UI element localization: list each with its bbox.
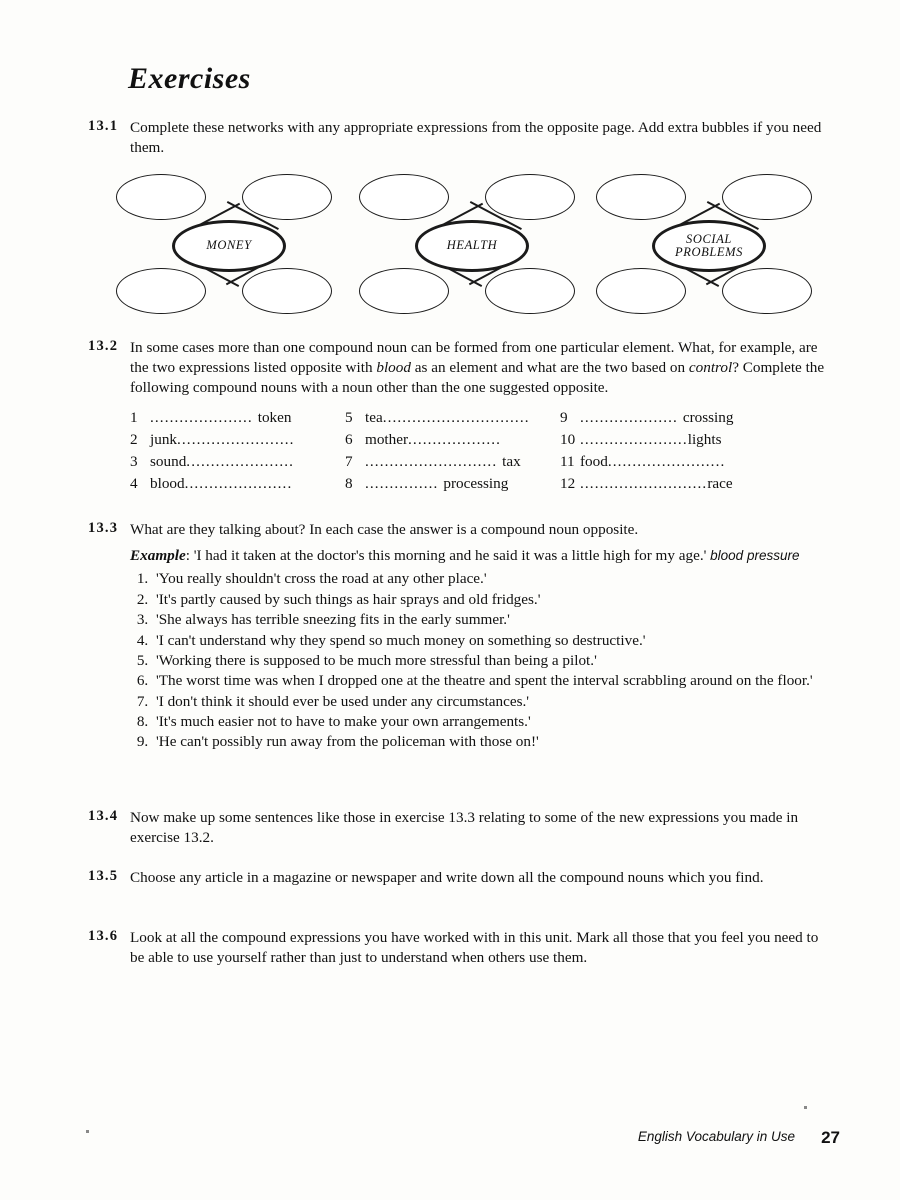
exercise-13-1 [88,118,828,158]
blank-number: 1 [130,409,138,427]
blank-word: crossing [682,409,734,427]
blank-dots: ........................... [365,453,503,471]
network-center-label: HEALTH [415,220,529,272]
exercise-number: 13.6 [88,928,119,944]
exercise-number: 13.3 [88,520,119,536]
empty-bubble[interactable] [596,174,686,220]
blank-number: 8 [345,475,353,493]
footer-book-title: English Vocabulary in Use [637,1129,795,1144]
empty-bubble[interactable] [359,268,449,314]
network-health [353,168,583,318]
blank-dots: .......................... [580,475,708,493]
exercise-text: Complete these networks with any appropriate expressions from the opposite page. Add extra bubbles if you need them. [130,119,822,157]
blank-word: food [580,453,608,471]
blank-word: tax [502,453,521,471]
blank-item[interactable] [560,430,790,450]
exercise-13-6 [88,928,828,968]
blank-item[interactable] [345,408,560,428]
networks-diagram [110,168,830,318]
blank-dots: ..................... [150,409,258,427]
blank-number: 12 [560,475,576,493]
empty-bubble[interactable] [722,268,812,314]
empty-bubble[interactable] [116,268,206,314]
blank-word: junk [150,431,178,449]
emphasis-blood: blood [376,359,411,377]
blank-number: 4 [130,475,138,493]
blank-number: 3 [130,453,138,471]
exercise-text-part: In some cases more than one compound noun can be formed from one particular element. What, for example, are the two expressions listed opposite with [130,339,818,377]
empty-bubble[interactable] [485,174,575,220]
network-social-problems [590,168,820,318]
exercise-text: Choose any article in a magazine or newspaper and write down all the compound nouns which you find. [130,869,764,886]
exercise-number: 13.1 [88,118,119,134]
list-item: 5. 'Working there is supposed to be much more stressful than being a pilot.' [152,651,828,671]
blank-item[interactable] [130,474,345,494]
list-item: 1. 'You really shouldn't cross the road at any other place.' [152,569,828,589]
blank-number: 7 [345,453,353,471]
example-text: : 'I had it taken at the doctor's this morning and he said it was a little high for my age.' [185,547,707,565]
blank-item[interactable] [345,430,560,450]
example-line [130,546,828,566]
list-item: 9. 'He can't possibly run away from the policeman with those on!' [152,732,828,752]
blank-dots: ........................ [177,431,295,449]
exercise-13-5 [88,868,828,888]
exercise-13-3 [88,520,828,753]
emphasis-control: control [688,359,733,377]
list-item: 2. 'It's partly caused by such things as hair sprays and old fridges.' [152,590,828,610]
exercise-number: 13.2 [88,338,119,354]
empty-bubble[interactable] [596,268,686,314]
blank-item[interactable] [130,452,345,472]
blank-dots: ................... [408,431,502,449]
blank-word: lights [687,431,722,449]
list-item: 6. 'The worst time was when I dropped one at the theatre and spent the interval scrabbling around on the floor.' [152,671,828,691]
blank-dots: ...................... [186,453,295,471]
exercise-text-part: as an element and what are the two based on [410,359,689,377]
blank-number: 5 [345,409,353,427]
blank-word: tea [365,409,383,427]
blank-item[interactable] [345,474,560,494]
blank-dots: .............................. [382,409,530,427]
blank-item[interactable] [560,408,790,428]
footer-page-number: 27 [821,1128,840,1147]
blank-dots: ...................... [184,475,293,493]
blank-word: race [707,475,733,493]
example-answer: blood pressure [710,548,800,564]
empty-bubble[interactable] [116,174,206,220]
exercise-number: 13.4 [88,808,119,824]
blank-number: 6 [345,431,353,449]
quote-list [130,569,828,752]
blank-item[interactable] [560,474,790,494]
blank-item[interactable] [130,408,345,428]
network-money [110,168,340,318]
empty-bubble[interactable] [722,174,812,220]
blank-number: 11 [560,453,575,471]
exercise-13-4 [88,808,828,848]
page-speck [86,1130,89,1133]
exercise-text: Look at all the compound expressions you have worked with in this unit. Mark all those that you feel you need to be able to use yourself rather than just to understand when others use them. [130,929,819,967]
blank-word: blood [150,475,185,493]
exercise-text: Now make up some sentences like those in exercise 13.3 relating to some of the new expressions you made in exercise 13.2. [130,809,799,847]
empty-bubble[interactable] [242,268,332,314]
blank-word: processing [443,475,509,493]
network-center-label: MONEY [172,220,286,272]
blank-item[interactable] [345,452,560,472]
blank-word: mother [365,431,409,449]
blank-word: sound [150,453,187,471]
page-speck [804,1106,807,1109]
list-item: 8. 'It's much easier not to have to make your own arrangements.' [152,712,828,732]
blank-item[interactable] [560,452,790,472]
compound-noun-blanks [130,408,828,494]
blank-dots: .................... [580,409,683,427]
exercise-text: What are they talking about? In each case the answer is a compound noun opposite. [130,521,639,538]
list-item: 4. 'I can't understand why they spend so much money on something so destructive.' [152,631,828,651]
blank-dots: ...................... [580,431,688,449]
exercise-number: 13.5 [88,868,119,884]
list-item: 7. 'I don't think it should ever be used under any circumstances.' [152,692,828,712]
blank-number: 2 [130,431,138,449]
empty-bubble[interactable] [242,174,332,220]
blank-number: 10 [560,431,576,449]
blank-dots: ............... [365,475,444,493]
network-center-label: SOCIAL PROBLEMS [652,220,766,272]
blank-number: 9 [560,409,568,427]
blank-word: token [257,409,292,427]
exercise-text [130,338,828,494]
blank-dots: ........................ [607,453,726,471]
exercise-text-part: ? Complete the following compound nouns with a noun other than the one suggested opposite. [130,359,825,397]
exercise-13-2 [88,338,828,494]
example-label: Example [130,547,186,565]
blank-item[interactable] [130,430,345,450]
empty-bubble[interactable] [359,174,449,220]
list-item: 3. 'She always has terrible sneezing fits in the early summer.' [152,610,828,630]
page-title: Exercises [128,62,251,95]
empty-bubble[interactable] [485,268,575,314]
